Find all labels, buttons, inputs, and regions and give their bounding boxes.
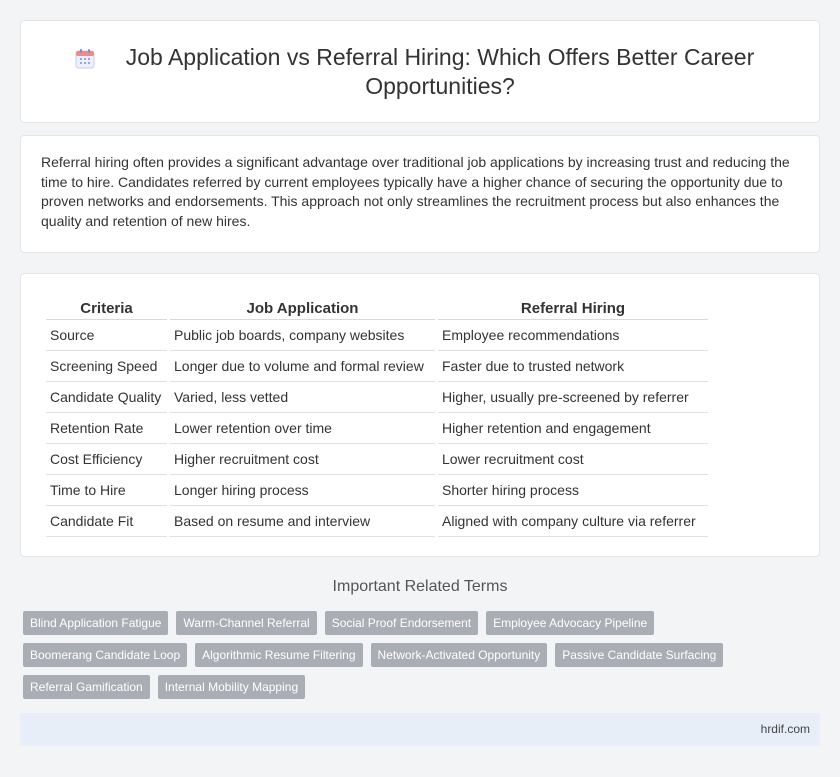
table-row — [46, 351, 708, 382]
related-term-tag[interactable]: Internal Mobility Mapping — [158, 675, 305, 699]
cell-criteria: Candidate Quality — [46, 382, 167, 413]
comparison-card — [20, 273, 820, 557]
cell-job-application: Longer due to volume and formal review — [170, 351, 435, 382]
cell-job-application: Public job boards, company websites — [170, 320, 435, 351]
header-job-application: Job Application — [170, 294, 435, 320]
cell-referral-hiring: Employee recommendations — [438, 320, 708, 351]
related-term-tag[interactable]: Warm-Channel Referral — [176, 611, 316, 635]
table-row — [46, 320, 708, 351]
cell-referral-hiring: Faster due to trusted network — [438, 351, 708, 382]
cell-job-application: Varied, less vetted — [170, 382, 435, 413]
cell-referral-hiring: Shorter hiring process — [438, 475, 708, 506]
table-row — [46, 382, 708, 413]
related-term-tag[interactable]: Network-Activated Opportunity — [371, 643, 548, 667]
related-term-tag[interactable]: Blind Application Fatigue — [23, 611, 168, 635]
cell-criteria: Cost Efficiency — [46, 444, 167, 475]
intro-paragraph: Referral hiring often provides a significant advantage over traditional job applications by increasing trust and reducing the time to hire. Candidates referred by current employees typically have a higher chance of securing the opportunity due to proven networks and endorsements. This approach not only streamlines the recruitment process but also enhances the quality and retention of new hires. — [41, 154, 790, 229]
related-terms-list — [23, 611, 743, 699]
related-term-tag[interactable]: Social Proof Endorsement — [325, 611, 478, 635]
cell-job-application: Longer hiring process — [170, 475, 435, 506]
cell-criteria: Source — [46, 320, 167, 351]
related-term-tag[interactable]: Boomerang Candidate Loop — [23, 643, 187, 667]
header-criteria: Criteria — [46, 294, 167, 320]
table-row — [46, 475, 708, 506]
footer — [20, 713, 820, 746]
cell-criteria: Screening Speed — [46, 351, 167, 382]
cell-referral-hiring: Higher retention and engagement — [438, 413, 708, 444]
cell-referral-hiring: Aligned with company culture via referrer — [438, 506, 708, 537]
cell-criteria: Retention Rate — [46, 413, 167, 444]
cell-job-application: Lower retention over time — [170, 413, 435, 444]
cell-criteria: Candidate Fit — [46, 506, 167, 537]
cell-criteria: Time to Hire — [46, 475, 167, 506]
table-header-row — [46, 294, 708, 320]
comparison-table — [43, 294, 711, 537]
cell-job-application: Based on resume and interview — [170, 506, 435, 537]
related-term-tag[interactable]: Employee Advocacy Pipeline — [486, 611, 654, 635]
related-term-tag[interactable]: Passive Candidate Surfacing — [555, 643, 723, 667]
intro-card — [20, 135, 820, 253]
page-title: Job Application vs Referral Hiring: Which Offers Better Career Opportunities? — [125, 43, 755, 99]
table-row — [46, 413, 708, 444]
cell-referral-hiring: Lower recruitment cost — [438, 444, 708, 475]
header-referral-hiring: Referral Hiring — [438, 294, 708, 320]
footer-site-link[interactable]: hrdif.com — [760, 722, 810, 736]
table-row — [46, 506, 708, 537]
related-terms-title: Important Related Terms — [332, 578, 508, 595]
cell-referral-hiring: Higher, usually pre-screened by referrer — [438, 382, 708, 413]
related-term-tag[interactable]: Algorithmic Resume Filtering — [195, 643, 362, 667]
title-card — [20, 20, 820, 123]
cell-job-application: Higher recruitment cost — [170, 444, 435, 475]
related-term-tag[interactable]: Referral Gamification — [23, 675, 150, 699]
table-row — [46, 444, 708, 475]
